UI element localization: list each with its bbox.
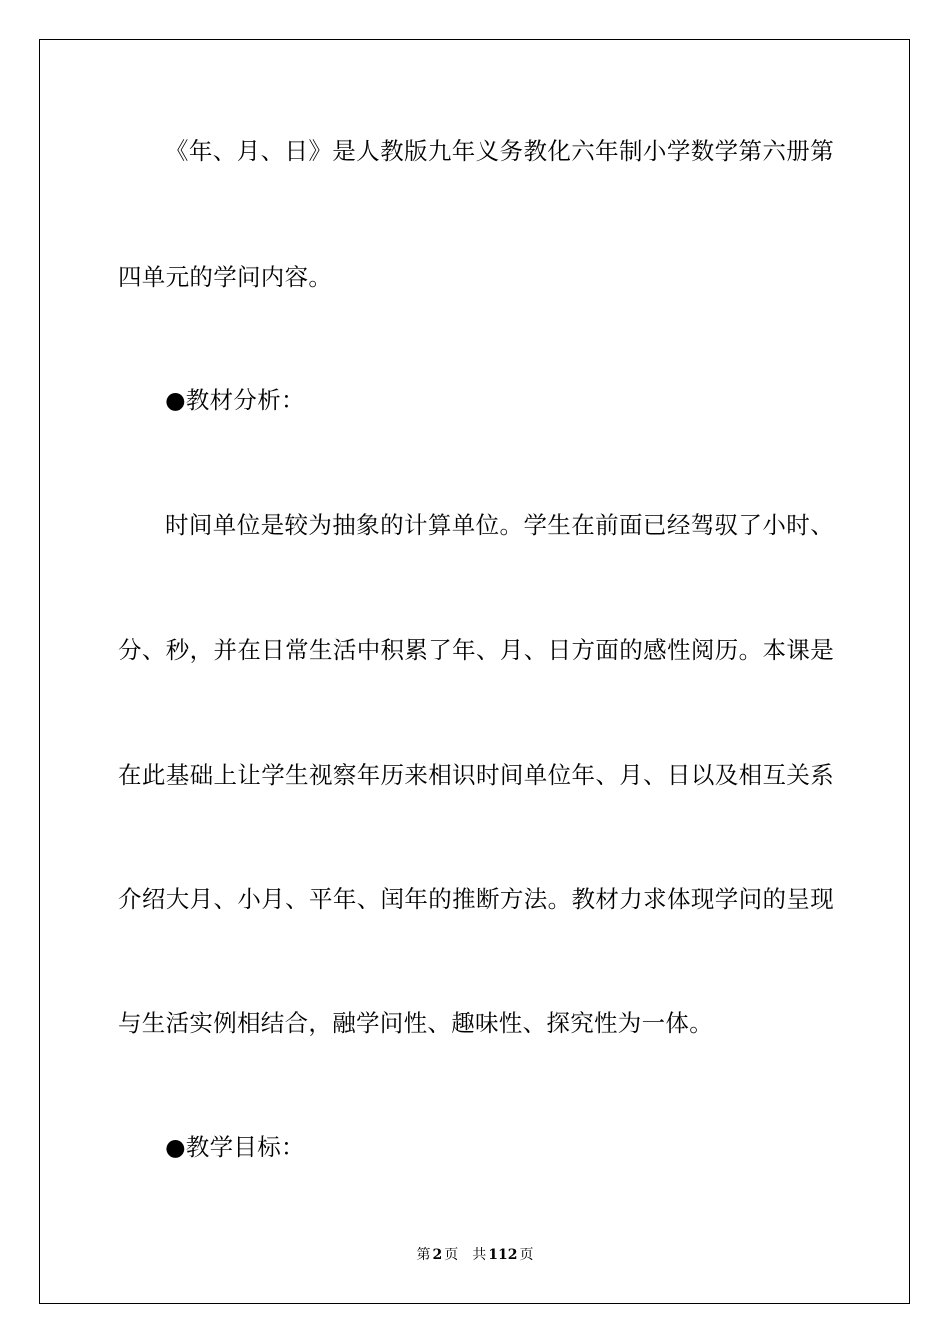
footer-page-number: 2 [432,1247,443,1263]
paragraph-2-line-2: 分、秒，并在日常生活中积累了年、月、日方面的感性阅历。本课是 [118,636,834,664]
footer-page-suffix: 页 [444,1247,459,1263]
page-footer [0,1246,950,1264]
paragraph-2-line-4: 介绍大月、小月、平年、闰年的推断方法。教材力求体现学问的呈现 [118,885,834,913]
paragraph-2-line-3: 在此基础上让学生视察年历来相识时间单位年、月、日以及相互关系 [118,761,834,789]
page-frame [39,39,910,1304]
paragraph-1-line-2: 四单元的学问内容。 [118,263,333,291]
footer-total-suffix: 页 [519,1247,534,1263]
heading-textbook-analysis: ●教材分析： [165,386,305,414]
paragraph-2-line-1: 时间单位是较为抽象的计算单位。学生在前面已经驾驭了小时、 [165,511,834,539]
paragraph-1-line-1: 《年、月、日》是人教版九年义务教化六年制小学数学第六册第 [165,137,834,165]
footer-total-prefix: 共 [472,1247,487,1263]
footer-total-pages: 112 [488,1247,518,1263]
footer-prefix: 第 [416,1247,431,1263]
paragraph-2-line-5: 与生活实例相结合，融学问性、趣味性、探究性为一体。 [118,1009,713,1037]
heading-teaching-goals: ●教学目标： [165,1133,305,1161]
